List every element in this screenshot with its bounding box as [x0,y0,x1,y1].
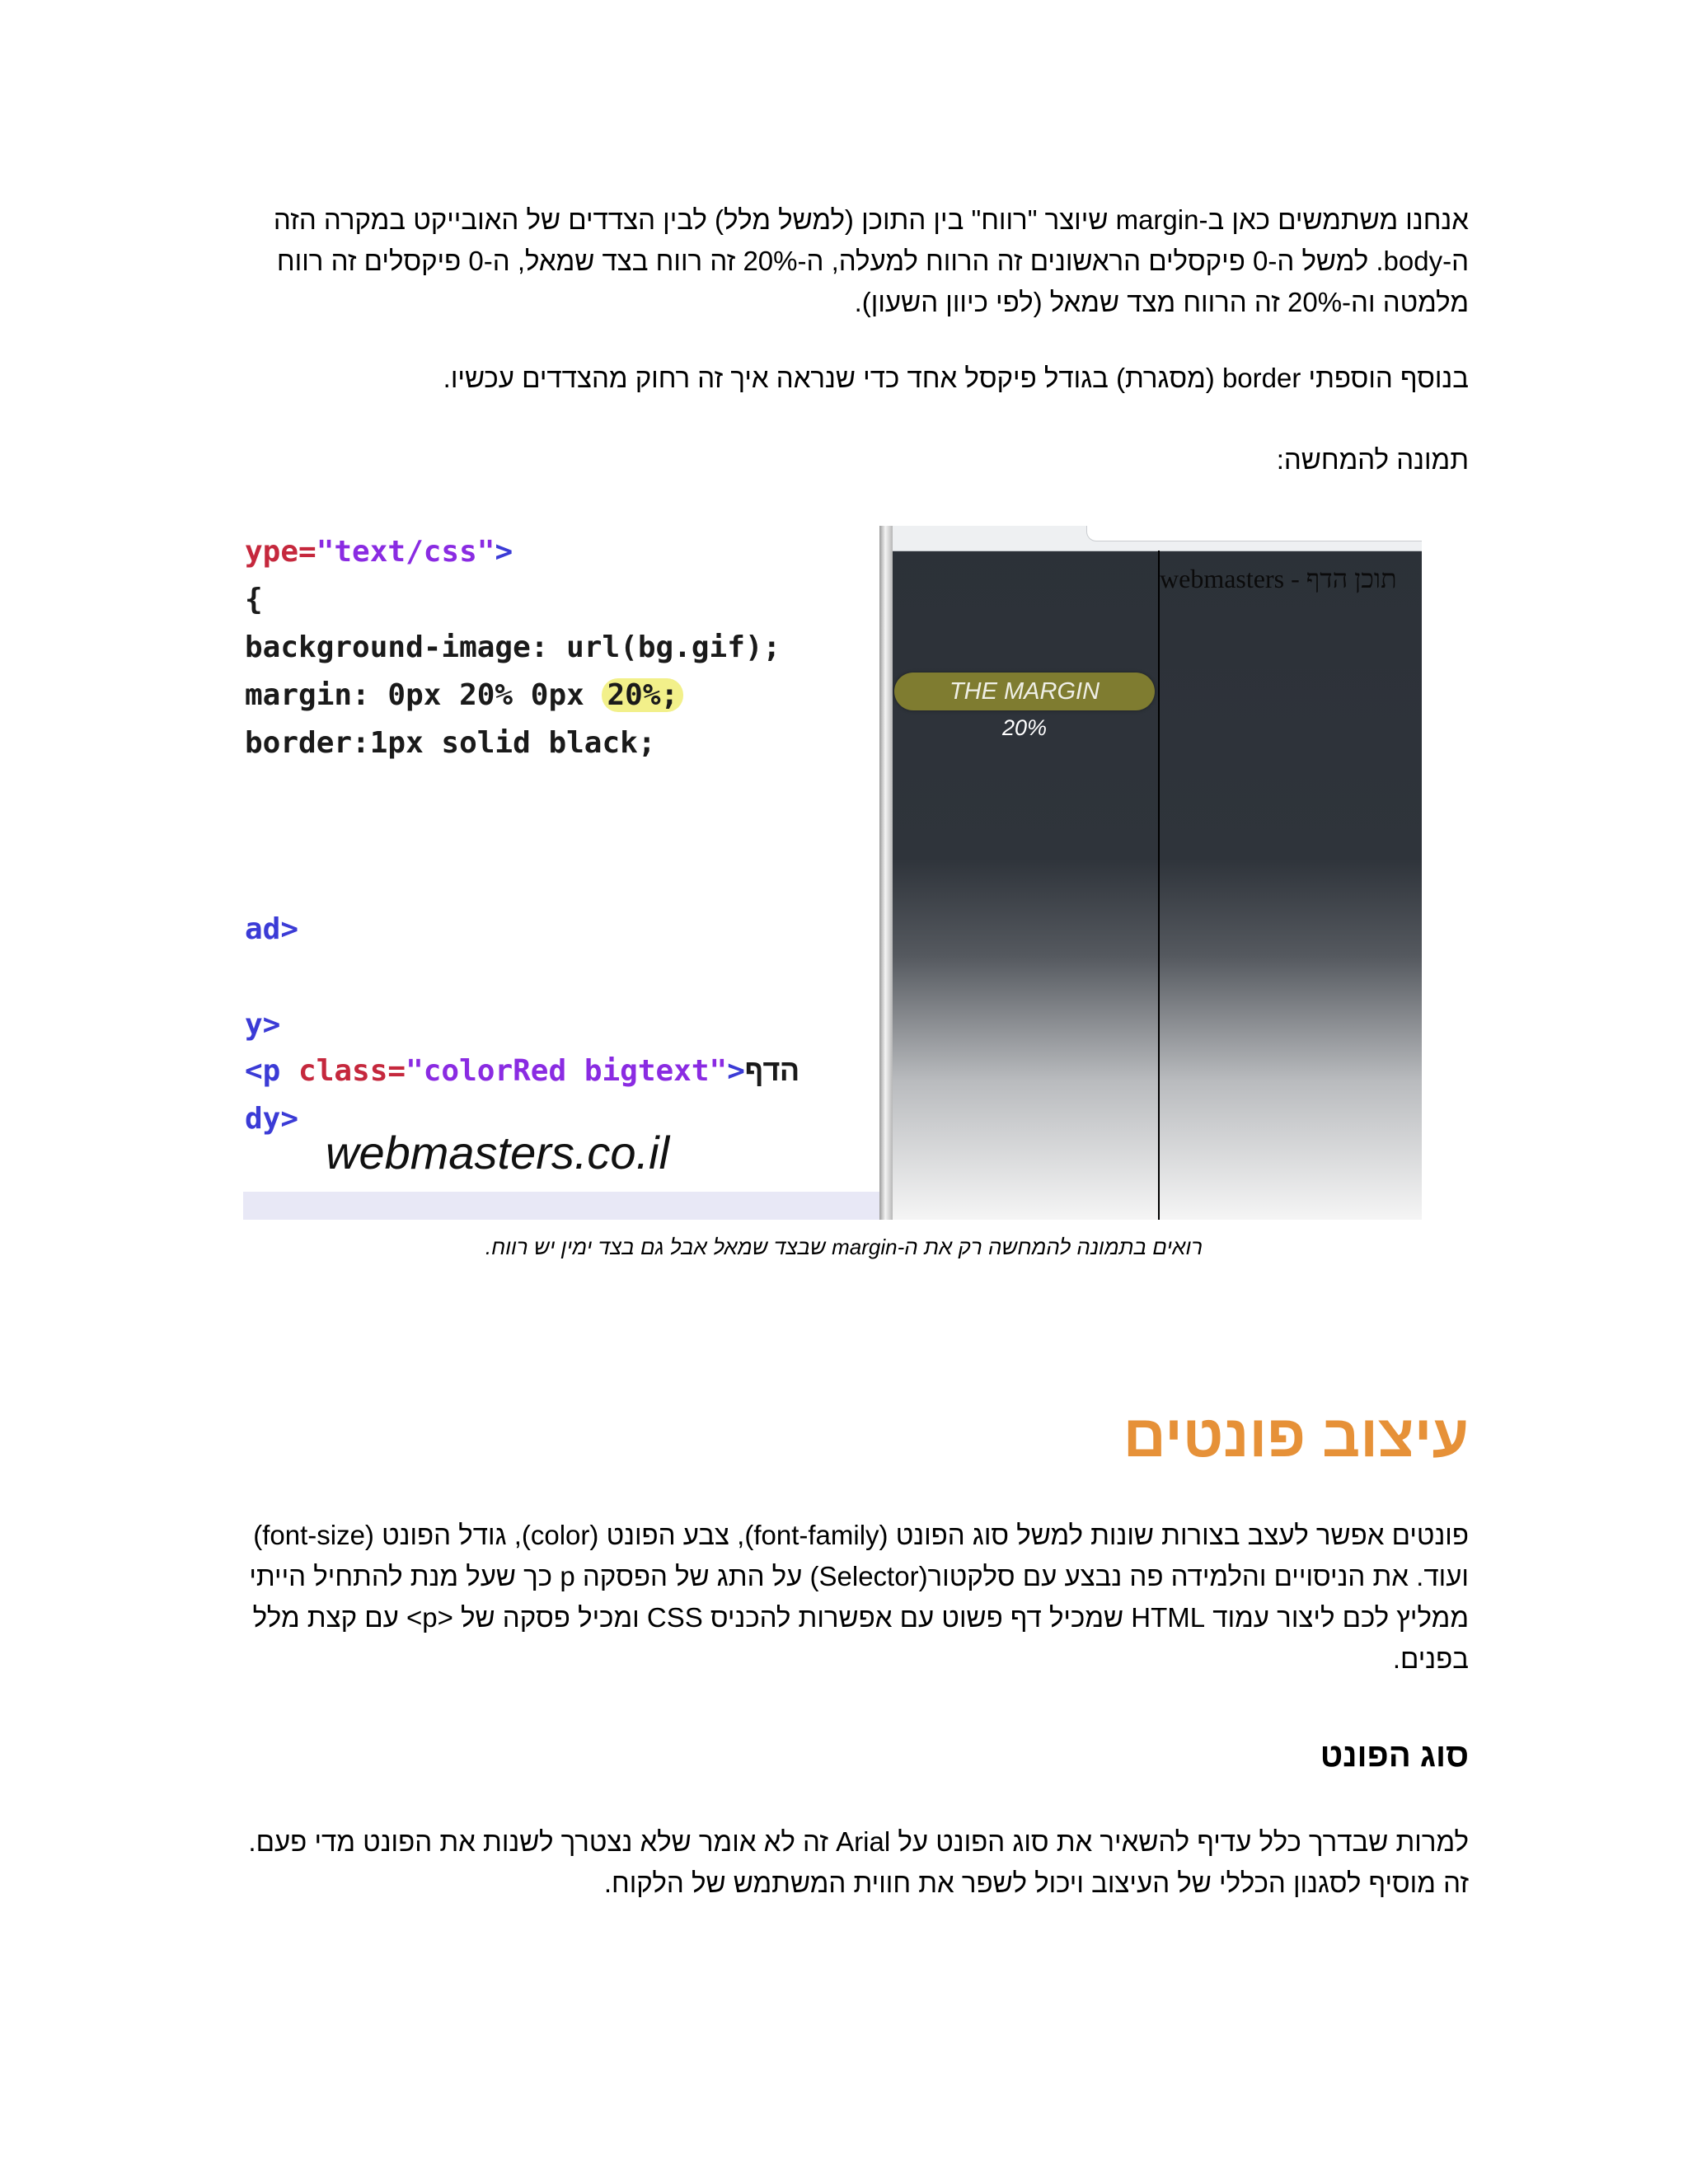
code-token: "colorRed bigtext" [406,1054,728,1088]
code-token: > [727,1054,745,1088]
code-line [245,725,656,762]
text-line: אנחנו משתמשים כאן ב-margin שיוצר "רווח" בין התוכן (למשל מלל) לבין הצדדים של האובייקט במקרה הזה [273,204,1469,235]
code-editor-pane [243,526,879,1220]
code-line [245,1053,799,1090]
text-line: זה מוסיף לסגנון הכללי של העיצוב ויכול לשפר את חווית המשתמש של הלקוח. [603,1868,1469,1898]
code-line [245,534,513,570]
code-line [245,912,298,948]
highlighted-code-token: 20%; [602,678,683,712]
subheading-font-type: סוג הפונט [1320,1737,1469,1774]
code-token: { [245,583,263,616]
code-token: ad> [245,912,299,946]
illustration-screenshot [243,526,1422,1220]
intro-paragraph-border [216,358,1469,399]
browser-preview [893,526,1422,1220]
code-line [245,630,781,666]
editor-bottom-bar [243,1192,879,1220]
text-line: ממליץ לכם ליצור עמוד HTML שמכיל דף פשוט עם אפשרות להכניס CSS ומכיל פסקה של <p> עם קצת מלל [252,1602,1469,1633]
code-token: margin: 0px 20% 0px [245,678,603,712]
text-line: פונטים אפשר לעצב בצורות שונות למשל סוג הפונט (font-family), צבע הפונט (color), גודל הפונט (font-size) [253,1520,1469,1550]
code-line [245,582,263,618]
code-line [245,677,683,714]
text-line: תמונה להמחשה: [1276,444,1469,475]
fonts-paragraph [216,1515,1469,1680]
code-token: class= [298,1054,406,1088]
text-line: ועוד. את הניסויים והלמידה פה נבצע עם סלקטור(Selector) על התג של הפסקה p כך שעל מנת להתחיל הייתי [249,1561,1469,1591]
figure-caption: רואים בתמונה להמחשה רק את ה-margin שבצד שמאל אבל גם בצד ימין יש רווח. [485,1235,1203,1259]
pane-divider [879,526,893,1220]
section-heading-font-styling: עיצוב פונטים [1123,1404,1469,1469]
watermark: webmasters.co.il [326,1127,670,1179]
browser-toolbar [893,526,1422,551]
code-token: <p [245,1054,299,1088]
font-type-paragraph [216,1821,1469,1904]
text-line: בפנים. [1392,1643,1469,1674]
margin-label: THE MARGIN [949,678,1100,705]
browser-page-title: תוכן הדף - webmasters [1160,564,1397,593]
intro-paragraph-margin [216,199,1469,323]
code-token: background-image: url(bg.gif); [245,630,781,664]
code-token: ype= [245,535,316,569]
text-line: ה-body. למשל ה-0 פיקסלים הראשונים זה הרווח למעלה, ה-20% זה רווח בצד שמאל, ה-0 פיקסלים זה רווח [276,246,1469,276]
text-line: מלמטה וה-20% זה הרווח מצד שמאל (לפי כיוון השעון). [854,287,1469,317]
code-token: "text/css" [316,535,495,569]
browser-address-bar [1086,526,1422,541]
body-border-box [1158,551,1422,1220]
code-token: y> [245,1008,281,1042]
text-line: בנוסף הוספתי border (מסגרת) בגודל פיקסל אחד כדי שנראה איך זה רחוק מהצדדים עכשיו. [443,363,1469,393]
code-line [245,1101,298,1137]
code-token: border:1px solid black; [245,726,656,760]
code-token: הדף [744,1054,799,1088]
margin-percent-label: 20% [1001,715,1048,740]
code-token: > [495,535,513,569]
illustration-label [216,439,1469,480]
code-line [245,1007,280,1043]
code-token: dy> [245,1102,299,1136]
text-line: למרות שבדרך כלל עדיף להשאיר את סוג הפונט על Arial זה לא אומר שלא נצטרך לשנות את הפונט מדי פעם. [248,1826,1469,1857]
